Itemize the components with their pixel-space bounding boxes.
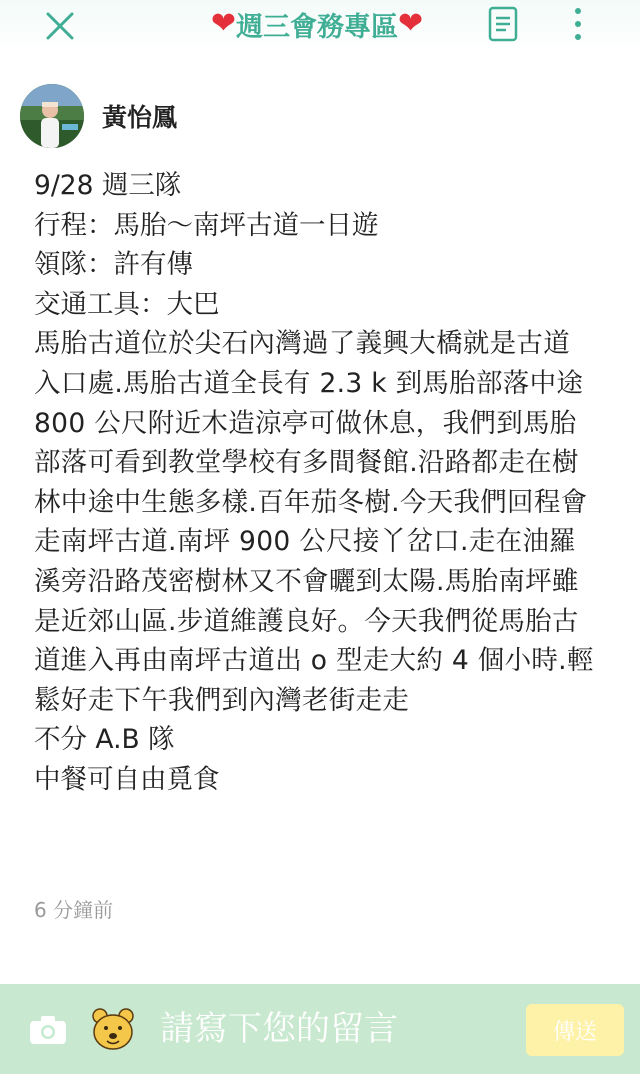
post-author	[20, 84, 177, 148]
post-line: 行程：馬胎～南坪古道一日遊	[34, 209, 379, 241]
post-line: 交通工具：大巴	[34, 288, 220, 320]
bear-sticker-icon[interactable]	[90, 1006, 136, 1052]
camera-icon[interactable]	[28, 1014, 68, 1046]
author-name[interactable]: 黃怡鳳	[102, 103, 178, 132]
post-line: 不分 A.B 隊	[34, 724, 175, 756]
post-line: 中餐可自由覓食	[34, 763, 220, 795]
post-line: 領隊：許有傳	[34, 249, 193, 281]
more-vertical-icon[interactable]	[566, 4, 590, 44]
page-title-text: 週三會務專區	[236, 11, 398, 43]
post-content	[34, 166, 594, 800]
post-timestamp: 6 分鐘前	[34, 898, 114, 922]
close-icon[interactable]	[42, 8, 78, 44]
post-line: 9/28 週三隊	[34, 170, 182, 201]
comment-input[interactable]	[160, 1004, 510, 1054]
heart-icon: ❤	[210, 6, 236, 41]
top-bar	[0, 0, 640, 50]
page-title	[172, 4, 462, 44]
note-icon[interactable]	[486, 6, 520, 42]
heart-icon: ❤	[398, 6, 424, 41]
avatar[interactable]	[20, 84, 84, 148]
send-button[interactable]: 傳送	[526, 1004, 624, 1056]
post-description: 馬胎古道位於尖石內灣過了義興大橋就是古道入口處.馬胎古道全長有 2.3 k 到馬胎部落中途 800 公尺附近木造涼亭可做休息，我們到馬胎部落可看到教堂學校有多間餐館.沿路都走在樹林中途中生態多樣.百年茄冬樹.今天我們回程會走南坪古道.南坪 900 公尺接丫岔口.走在油羅溪旁沿路茂密樹林又不會曬到太陽.馬胎南坪雖是近郊山區.步道維護良好。今天我們從馬胎古道進入再由南坪古道出 o 型走大約 4 個小時.輕鬆好走下午我們到內灣老街走走	[34, 328, 594, 716]
comment-bar	[0, 984, 640, 1074]
